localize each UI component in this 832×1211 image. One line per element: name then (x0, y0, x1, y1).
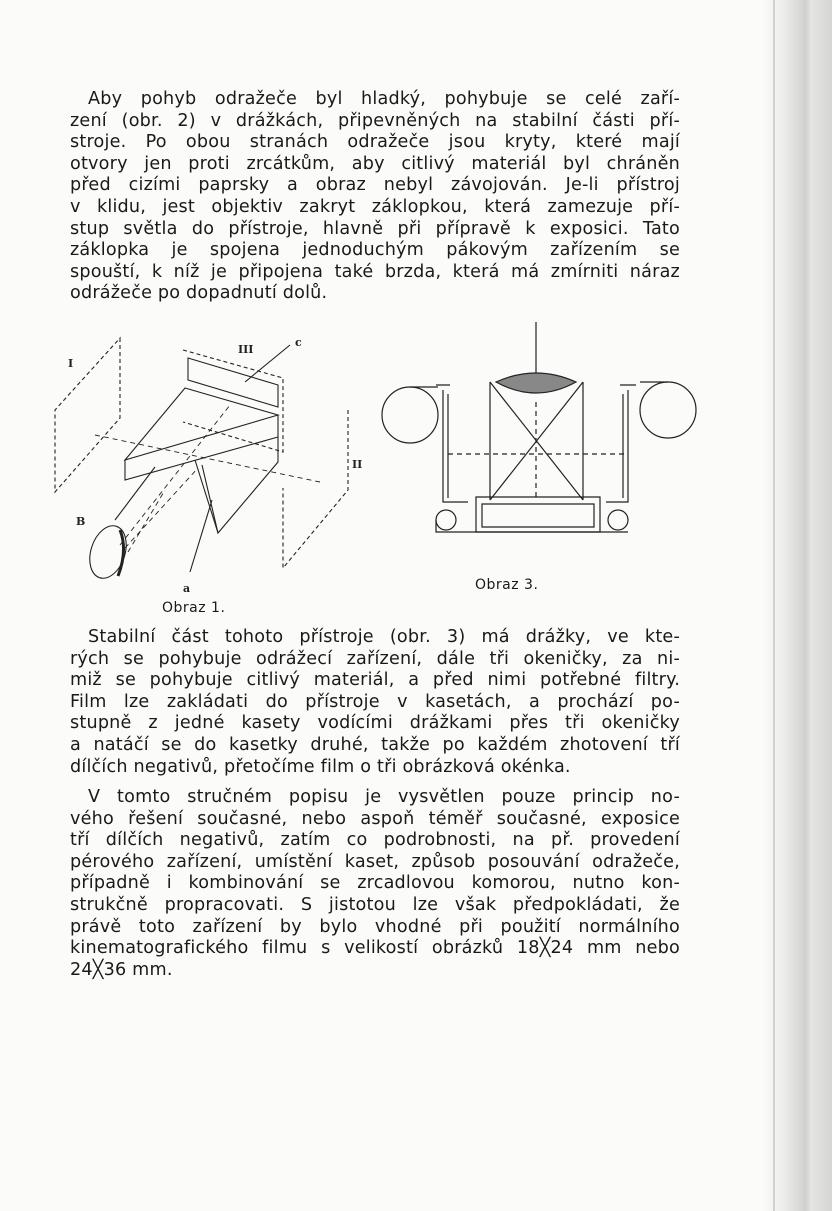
plane-II (283, 410, 348, 568)
text-line: vého řešení současné, nebo aspoň téměř současné, exposice (70, 808, 680, 829)
text-line: případně i kombinování se zrcadlovou komorou, nutno kon- (70, 873, 680, 894)
text-line: odrážeče po dopadnutí dolů. (70, 283, 328, 304)
roller-right (608, 510, 628, 530)
text-line: Aby pohyb odražeče byl hladký, pohybuje se celé zaří- (88, 89, 680, 109)
text-line: stupně z jedné kasety vodícími drážkami přes tři okeničky (70, 713, 680, 734)
figure-3-caption: Obraz 3. (475, 577, 539, 593)
text-line: kinematografického filmu s velikostí obrázků 18╳24 mm nebo (70, 938, 680, 959)
text-line: strukčně propracovati. S jistotou lze však předpokládati, že (70, 894, 680, 915)
text-line: tří dílčích negativů, zatím co podrobnosti, na př. provedení (70, 830, 680, 851)
text-line: záklopka je spojena jednoduchým pákovým zařízením se (70, 240, 680, 261)
text-line: stroje. Po obou stranách odražeče jsou kryty, které mají (70, 132, 680, 153)
text-line: otvory jen proti zrcátkům, aby citlivý materiál byl chráněn (70, 153, 680, 174)
text-line: V tomto stručném popisu je vysvětlen pouze princip no- (88, 787, 680, 807)
prism-front (125, 415, 278, 480)
text-line: dílčích negativů, přetočíme film o tři obrázková okénka. (70, 756, 571, 777)
label-III: III (238, 343, 254, 356)
text-line: 24╳36 mm. (70, 959, 173, 980)
label-c: c (295, 336, 302, 349)
plane-I (55, 338, 120, 492)
label-B: B (76, 515, 86, 528)
film-gate (476, 497, 600, 532)
cassette-right (640, 382, 696, 438)
lens-disc (83, 521, 132, 583)
figure-1-diagram (40, 330, 380, 600)
text-line: Film lze zakládati do přístroje v kasetách, a prochází po- (70, 691, 680, 712)
text-line: pérového zařízení, umístění kaset, způsob posouvání odražeče, (70, 851, 680, 872)
cassette-left (382, 387, 438, 443)
plane-III (183, 350, 283, 452)
label-a: a (183, 582, 191, 595)
page-fold-line (773, 0, 775, 1211)
label-II: II (352, 458, 363, 471)
text-line: zení (obr. 2) v drážkách, připevněných na stabilní části pří- (70, 110, 680, 131)
roller-left (436, 510, 456, 530)
text-line: spouští, k níž je připojena také brzda, která má zmírniti náraz (70, 261, 680, 282)
figure-3-diagram (378, 322, 698, 552)
paragraph-3 (70, 787, 680, 981)
objective-lens (496, 373, 576, 393)
paragraph-2 (70, 627, 680, 778)
text-line: Stabilní část tohoto přístroje (obr. 3) má drážky, ve kte- (88, 627, 680, 647)
label-I: I (68, 357, 74, 370)
text-line: právě toto zařízení by bylo vhodné při použití normálního (70, 916, 680, 937)
text-line: v klidu, jest objektiv zakryt záklopkou, která zamezuje pří- (70, 196, 680, 217)
paragraph-1 (70, 89, 680, 305)
prism-top (125, 388, 278, 460)
text-line: rých se pohybuje odrážecí zařízení, dále tři okeničky, za ni- (70, 648, 680, 669)
text-line: a natáčí se do kasetky druhé, takže po každém zhotovení tří (70, 734, 680, 755)
text-line: miž se pohybuje citlivý materiál, a před nimi potřebné filtry. (70, 670, 680, 691)
text-line: před cizími paprsky a obraz nebyl závojován. Je-li přístroj (70, 175, 680, 196)
text-line: stup světla do přístroje, hlavně při přípravě k exposici. Tato (70, 218, 680, 239)
figure-1-caption: Obraz 1. (162, 600, 226, 616)
